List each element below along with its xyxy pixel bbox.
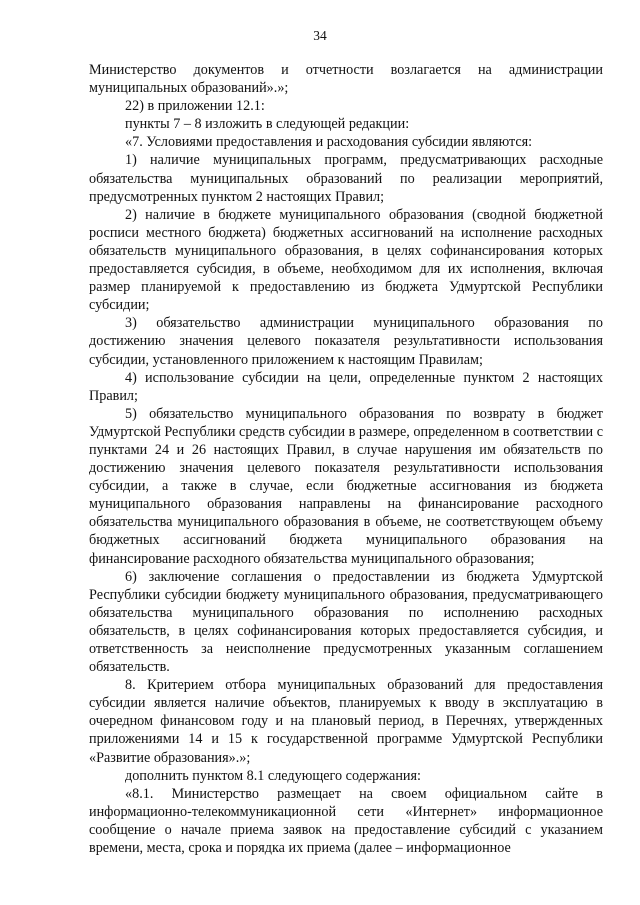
- document-body: [89, 61, 603, 857]
- paragraph: «7. Условиями предоставления и расходования субсидии являются:: [125, 134, 533, 151]
- paragraph: дополнить пунктом 8.1 следующего содержания:: [125, 767, 421, 784]
- paragraph: 22) в приложении 12.1:: [125, 98, 265, 115]
- paragraph: пункты 7 – 8 изложить в следующей редакции:: [125, 116, 410, 133]
- paragraph: 8. Критерием отбора муниципальных образований для предоставления субсидии является наличие объектов, планируемых к вводу в эксплуатацию в очередном финансовом году и на плановый период, в Перечнях, утвержденных приложениями 14 и 15 к государственной программе Удмуртской Республики «Развитие образования».»;: [89, 677, 603, 766]
- paragraph: «8.1. Министерство размещает на своем официальном сайте в информационно-телекоммуникационной сети «Интернет» информационное сообщение о начале приема заявок на предоставление субсидий с указанием времени, места, срока и порядка их приема (далее – информационное: [89, 785, 603, 857]
- paragraph: 3) обязательство администрации муниципального образования по достижению значения целевого показателя результативности использования субсидии, установленного приложением к настоящим Правилам;: [89, 315, 603, 368]
- paragraph: Министерство документов и отчетности возлагается на администрации муниципальных образований».»;: [89, 62, 603, 97]
- paragraph: 5) обязательство муниципального образования по возврату в бюджет Удмуртской Республики средств субсидии в размере, определенном в соответствии с пунктами 24 и 26 настоящих Правил, в случае нарушения им обязательств по достижению значения целевого показателя результативности использования субсидии, а также в случае, если бюджетные ассигнования из бюджета муниципального образования направлены на финансирование расходного обязательства муниципального образования в объеме, не соответствующем объему бюджетных ассигнований бюджета муниципального образования на финансирование расходного обязательства муниципального образования;: [89, 405, 603, 567]
- paragraph: 1) наличие муниципальных программ, предусматривающих расходные обязательства муниципальных образований по реализации мероприятий, предусмотренных пунктом 2 настоящих Правил;: [89, 152, 603, 205]
- paragraph: 2) наличие в бюджете муниципального образования (сводной бюджетной росписи местного бюджета) бюджетных ассигнований на исполнение расходных обязательств муниципального образования, в целях софинансирования которых предоставляется субсидия, в объеме, необходимом для их исполнения, включая размер планируемой к предоставлению из бюджета Удмуртской Республики субсидии;: [89, 206, 603, 314]
- paragraph: 4) использование субсидии на цели, определенные пунктом 2 настоящих Правил;: [89, 369, 603, 404]
- page-number: 34: [313, 28, 327, 43]
- paragraph: 6) заключение соглашения о предоставлении из бюджета Удмуртской Республики субсидии бюджету муниципального образования, предусматривающего обязательства муниципального образования по исполнению расходных обязательств, в целях софинансирования которых предоставляется субсидия, и ответственность за неисполнение предусмотренных указанным соглашением обязательств.: [89, 568, 603, 676]
